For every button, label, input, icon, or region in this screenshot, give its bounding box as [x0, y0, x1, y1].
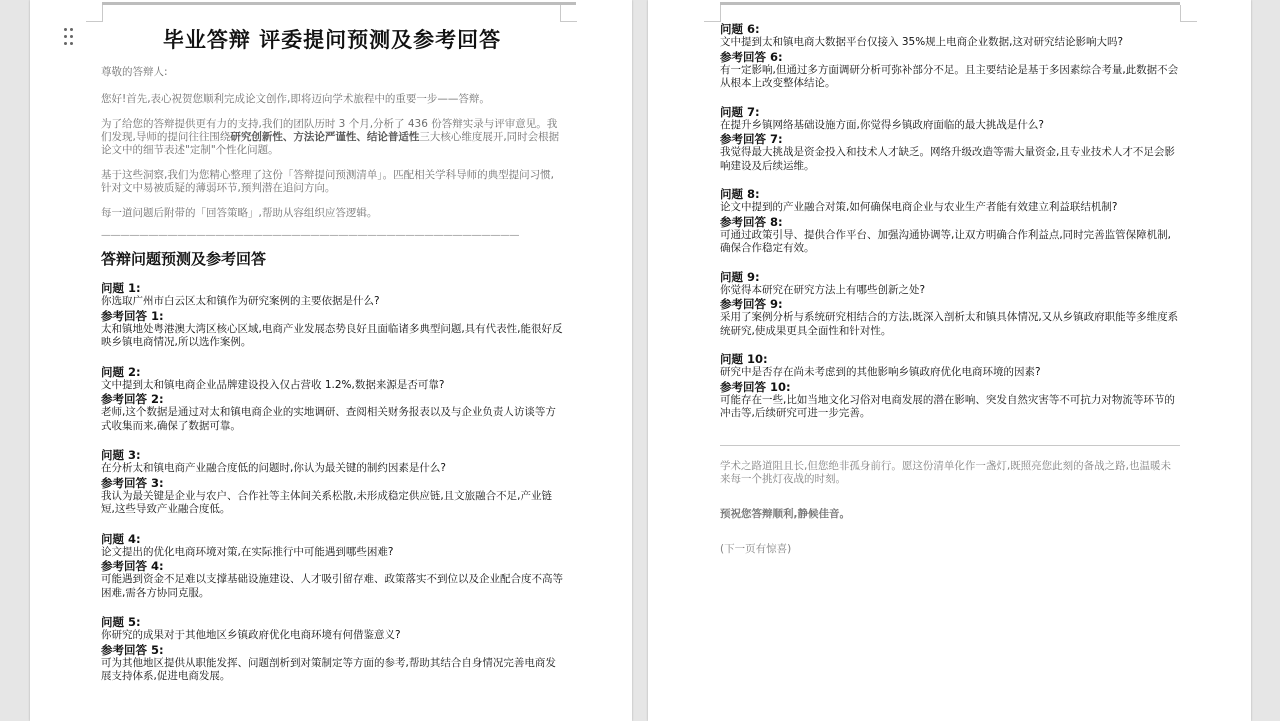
answer-text[interactable]: 老师,这个数据是通过对太和镇电商企业的实地调研、查阅相关财务报表以及与企业负责人访谈等方式收集而来,确保了数据可靠。 [101, 406, 556, 432]
answer-text[interactable]: 可能存在一些,比如当地文化习俗对电商发展的潜在影响、突发自然灾害等不可抗力对物流等环节的冲击等,后续研究可进一步完善。 [720, 393, 1175, 419]
answer-text[interactable]: 采用了案例分析与系统研究相结合的方法,既深入剖析太和镇具体情况,又从乡镇政府职能等多维度系统研究,使成果更具全面性和针对性。 [720, 311, 1179, 337]
question-label[interactable]: 问题 6: [720, 22, 760, 36]
question-label[interactable]: 问题 7: [720, 104, 760, 119]
question-text[interactable]: 你选取广州市白云区太和镇作为研究案例的主要依据是什么? [101, 295, 380, 307]
question-label[interactable]: 问题 8: [720, 187, 760, 201]
document-title[interactable]: 毕业答辩 评委提问预测及参考回答 [162, 27, 502, 52]
answer-label[interactable]: 参考回答 8: [720, 214, 783, 229]
answer-text[interactable]: 有一定影响,但通过多方面调研分析可弥补部分不足。且主要结论是基于多因素综合考量,此数据不会从根本上改变整体结论。 [720, 63, 1179, 89]
question-label[interactable]: 问题 2: [101, 364, 141, 379]
qa-item [101, 448, 563, 517]
answer-label[interactable]: 参考回答 1: [101, 308, 164, 323]
question-text[interactable]: 文中提到太和镇电商大数据平台仅接入 35%规上电商企业数据,这对研究结论影响大吗? [720, 36, 1124, 48]
intro-p2-post: 三大核心维度展开,同时会根据论文中的细节表述"定制"个性化问题。 [101, 131, 560, 156]
question-label[interactable]: 问题 5: [101, 615, 141, 629]
intro-section [101, 66, 563, 220]
greeting[interactable]: 尊敬的答辩人: [101, 66, 168, 78]
question-label[interactable]: 问题 4: [101, 531, 141, 546]
qa-item [720, 352, 1180, 421]
qa-item [720, 22, 1180, 91]
answer-text[interactable]: 可能遇到资金不足难以支撑基础设施建设、人才吸引留存难、政策落实不到位以及企业配合度不高等困难,需各方协同克服。 [101, 573, 563, 599]
intro-p2-pre: 为了给您的答辩提供更有力的支持,我们的团队历时 3 个月,分析了 436 份答辩实录与评审意见。我们发现,导师的提问往往围绕 [101, 118, 558, 143]
intro-paragraph-3[interactable]: 基于这些洞察,我们为您精心整理了这份「答辩提问预测清单」。匹配相关学科导师的典型提问习惯,针对文中易被质疑的薄弱环节,预判潜在追问方向。 [101, 169, 554, 194]
qa-item [101, 615, 563, 684]
answer-text[interactable]: 我认为最关键是企业与农户、合作社等主体间关系松散,未形成稳定供应链,且文旅融合不足,产业链短,这些导致产业融合度低。 [101, 489, 553, 515]
answer-label[interactable]: 参考回答 4: [101, 559, 164, 573]
page-margin-corner [560, 5, 577, 22]
answer-label[interactable]: 参考回答 7: [720, 132, 783, 146]
wish-text[interactable]: 预祝您答辩顺利,静候佳音。 [720, 507, 850, 520]
page-content [101, 22, 563, 699]
answer-label[interactable]: 参考回答 3: [101, 475, 164, 490]
intro-paragraph-2[interactable] [101, 118, 563, 157]
answer-label[interactable]: 参考回答 9: [720, 297, 783, 311]
closing-paragraph[interactable]: 学术之路道阻且长,但您绝非孤身前行。愿这份清单化作一盏灯,既照亮您此刻的备战之路,也温暖未来每一个挑灯夜战的时刻。 [720, 459, 1172, 485]
answer-text[interactable]: 太和镇地处粤港澳大湾区核心区域,电商产业发展态势良好且面临诸多典型问题,具有代表性,能很好反映乡镇电商情况,所以选作案例。 [101, 322, 563, 348]
question-text[interactable]: 在提升乡镇网络基础设施方面,你觉得乡镇政府面临的最大挑战是什么? [720, 118, 1044, 131]
intro-paragraph-4[interactable]: 每一道问题后附带的「回答策略」,帮助从容组织应答逻辑。 [101, 207, 378, 219]
dashed-divider: ———————————————————————————————————————————— [101, 230, 519, 241]
question-label[interactable]: 问题 9: [720, 269, 760, 284]
question-text[interactable]: 文中提到太和镇电商企业品牌建设投入仅占营收 1.2%,数据来源是否可靠? [101, 378, 445, 391]
qa-item [101, 281, 563, 350]
question-text[interactable]: 研究中是否存在尚未考虑到的其他影响乡镇政府优化电商环境的因素? [720, 366, 1041, 378]
question-label[interactable]: 问题 1: [101, 281, 141, 295]
answer-text[interactable]: 可通过政策引导、提供合作平台、加强沟通协调等,让双方明确合作利益点,同时完善监管保障机制,确保合作稳定有效。 [720, 228, 1172, 254]
drag-handle-icon[interactable] [64, 28, 74, 46]
horizontal-rule [720, 445, 1180, 446]
question-text[interactable]: 论文中提到的产业融合对策,如何确保电商企业与农业生产者能有效建立利益联结机制? [720, 201, 1118, 213]
question-text[interactable]: 你研究的成果对于其他地区乡镇政府优化电商环境有何借鉴意义? [101, 629, 401, 641]
document-page-left [30, 0, 632, 721]
qa-item [720, 187, 1180, 256]
page-margin-corner [704, 5, 721, 22]
page-top-edge [720, 2, 1180, 5]
answer-label[interactable]: 参考回答 5: [101, 642, 164, 657]
answer-text[interactable]: 我觉得最大挑战是资金投入和技术人才缺乏。网络升级改造等需大量资金,且专业技术人才不足会影响建设及后续运维。 [720, 146, 1175, 172]
page-margin-corner [1180, 5, 1197, 22]
question-label[interactable]: 问题 10: [720, 352, 768, 366]
document-page-right [648, 0, 1251, 721]
question-text[interactable]: 你觉得本研究在研究方法上有哪些创新之处? [720, 283, 926, 296]
question-text[interactable]: 在分析太和镇电商产业融合度低的问题时,你认为最关键的制约因素是什么? [101, 462, 446, 474]
qa-item [720, 270, 1180, 339]
question-text[interactable]: 论文提出的优化电商环境对策,在实际推行中可能遇到哪些困难? [101, 545, 394, 558]
next-page-hint[interactable]: (下一页有惊喜) [720, 542, 792, 555]
answer-label[interactable]: 参考回答 6: [720, 49, 783, 64]
intro-p2-bold: 研究创新性、方法论严谨性、结论普适性 [230, 131, 420, 143]
question-label[interactable]: 问题 3: [101, 448, 141, 462]
intro-paragraph-1[interactable]: 您好!首先,表心祝贺您顺利完成论文创作,即将迈向学术旅程中的重要一步——答辩。 [101, 93, 490, 105]
page-content [720, 22, 1180, 556]
answer-label[interactable]: 参考回答 10: [720, 379, 791, 394]
qa-item [720, 105, 1180, 174]
answer-text[interactable]: 可为其他地区提供从职能发挥、问题剖析到对策制定等方面的参考,帮助其结合自身情况完善电商发展支持体系,促进电商发展。 [101, 656, 556, 682]
page-top-edge [102, 2, 576, 5]
section-title[interactable]: 答辩问题预测及参考回答 [101, 250, 267, 268]
qa-item [101, 532, 563, 601]
page-margin-corner [86, 5, 103, 22]
answer-label[interactable]: 参考回答 2: [101, 392, 164, 406]
qa-item [101, 365, 563, 434]
